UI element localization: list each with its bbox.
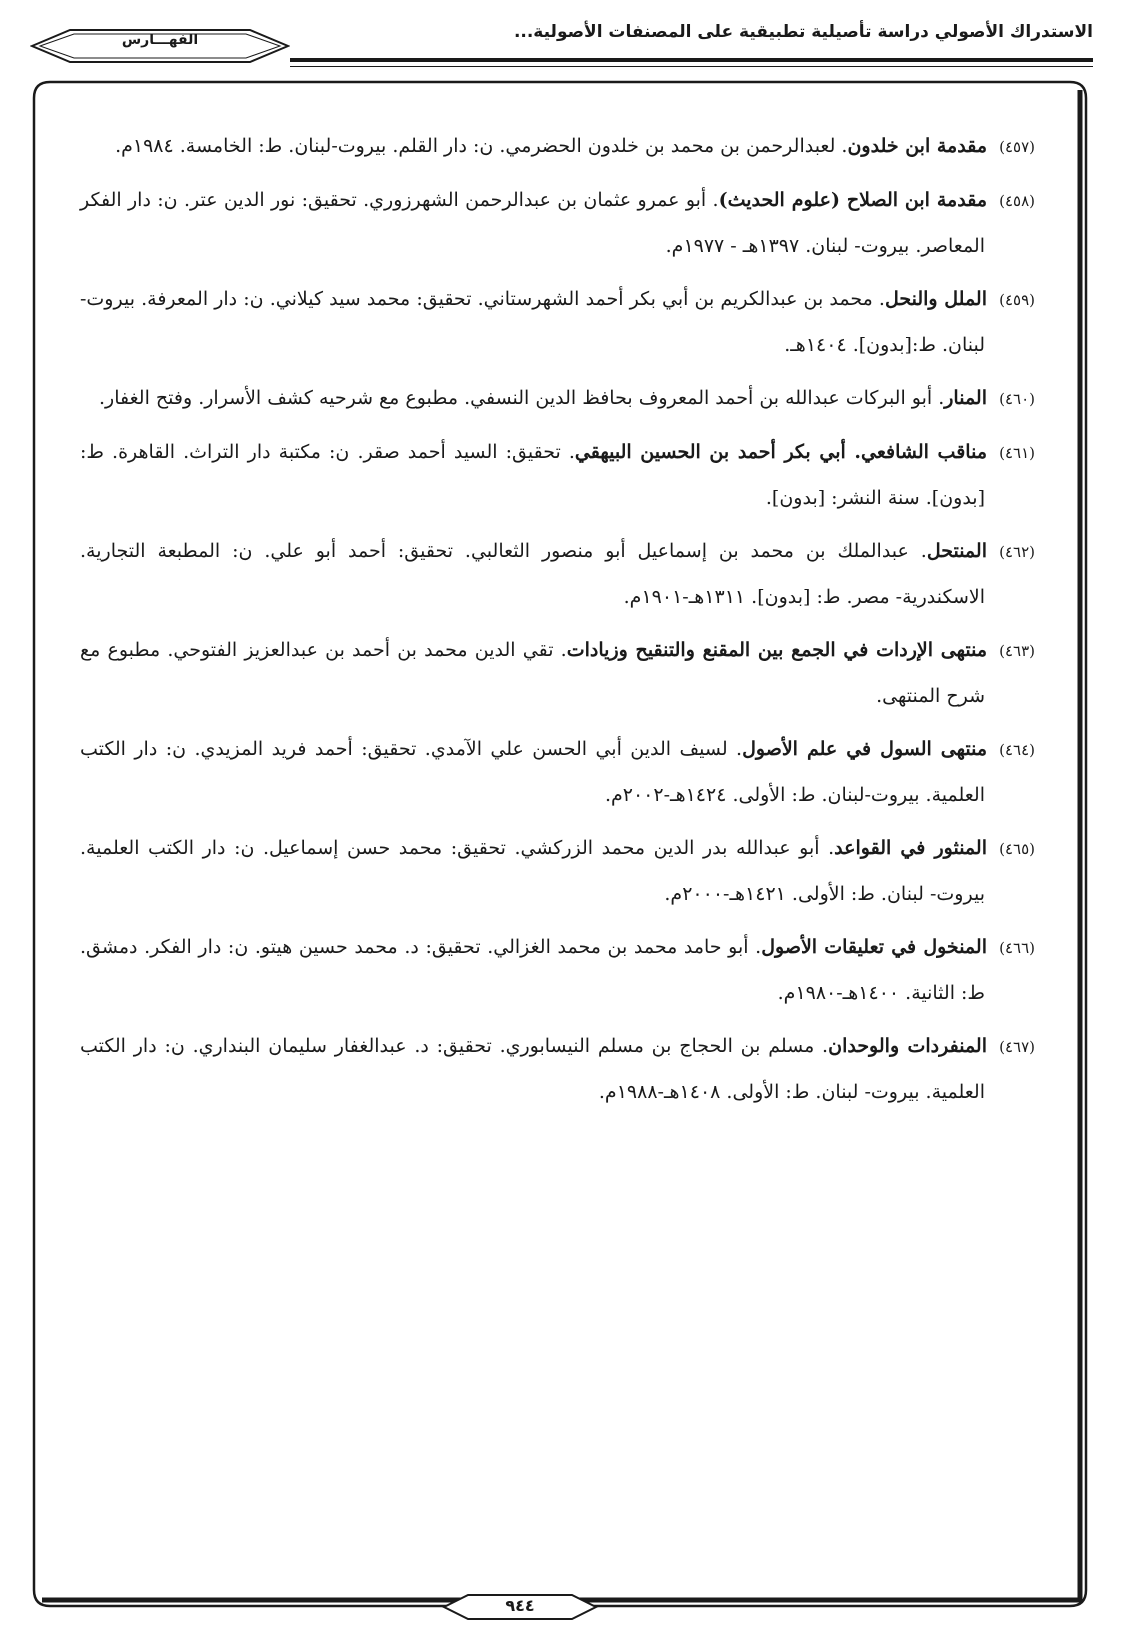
- entry-number: (٤٥٨): [999, 192, 1035, 210]
- entry-text: . محمد بن عبدالكريم بن أبي بكر أحمد الشهرستاني. تحقيق: محمد سيد كيلاني. ن: دار المعرفة. بيروت- لبنان. ط:[بدون]. ١٤٠٤هـ.: [80, 288, 985, 356]
- entry-title: المنخول في تعليقات الأصول: [761, 936, 987, 958]
- entry-text: . لعبدالرحمن بن محمد بن خلدون الحضرمي. ن: دار القلم. بيروت-لبنان. ط: الخامسة. ١٩٨٤م.: [115, 135, 848, 157]
- bibliography-entry: [80, 1024, 1035, 1115]
- entry-text: . أبو البركات عبدالله بن أحمد المعروف بحافظ الدين النسفي. مطبوع مع شرحيه كشف الأسرار. وفتح الغفار.: [99, 387, 945, 409]
- bibliography-entry: [80, 727, 1035, 818]
- bibliography-entry: [80, 277, 1035, 368]
- bibliography-entry: [80, 529, 1035, 620]
- entry-number: (٤٦٠): [999, 390, 1035, 408]
- header-rule: [290, 58, 1093, 62]
- entry-text: . لسيف الدين أبي الحسن علي الآمدي. تحقيق: أحمد فريد المزيدي. ن: دار الكتب العلمية. بيروت-لبنان. ط: الأولى. ١٤٢٤هـ-٢٠٠٢م.: [80, 738, 985, 806]
- entry-title: مناقب الشافعي. أبي بكر أحمد بن الحسين البيهقي: [574, 441, 987, 463]
- entry-title: مقدمة ابن الصلاح (علوم الحديث): [718, 189, 987, 211]
- entry-text: . عبدالملك بن محمد بن إسماعيل أبو منصور الثعالبي. تحقيق: أحمد أبو علي. ن: المطبعة التجارية. الاسكندرية- مصر. ط: [بدون]. ١٣١١هـ-١٩٠١م.: [80, 540, 985, 608]
- bibliography-entry: [80, 826, 1035, 917]
- entry-number: (٤٦١): [999, 444, 1035, 462]
- bibliography-entry: [80, 376, 1035, 422]
- entry-number: (٤٦٧): [999, 1038, 1035, 1056]
- entry-title: مقدمة ابن خلدون: [847, 135, 987, 157]
- entry-text: . مسلم بن الحجاج بن مسلم النيسابوري. تحقيق: د. عبدالغفار سليمان البنداري. ن: دار الكتب العلمية. بيروت- لبنان. ط: الأولى. ١٤٠٨هـ-١٩٨٨م.: [80, 1035, 985, 1103]
- entry-number: (٤٥٧): [999, 138, 1035, 156]
- entry-number: (٤٥٩): [999, 291, 1035, 309]
- entry-text: . تحقيق: السيد أحمد صقر. ن: مكتبة دار التراث. القاهرة. ط: [بدون]. سنة النشر: [بدون].: [80, 441, 985, 509]
- entry-number: (٤٦٣): [999, 642, 1035, 660]
- bibliography-entry: [80, 430, 1035, 521]
- bibliography-entry: [80, 925, 1035, 1016]
- section-label: الفهـــارس: [121, 32, 199, 48]
- entry-text: . أبو عمرو عثمان بن عبدالرحمن الشهرزوري. تحقيق: نور الدين عتر. ن: دار الفكر المعاصر. بيروت- لبنان. ١٣٩٧هـ - ١٩٧٧م.: [80, 189, 985, 257]
- bibliography-entry: [80, 178, 1035, 269]
- entry-number: (٤٦٦): [999, 939, 1035, 957]
- entry-title: الملل والنحل: [884, 288, 987, 310]
- entry-title: منتهى السول في علم الأصول: [742, 738, 988, 760]
- header-rule-thin: [290, 66, 1093, 67]
- entry-number: (٤٦٢): [999, 543, 1035, 561]
- entry-title: المنار: [944, 387, 987, 409]
- entry-text: . تقي الدين محمد بن أحمد بن عبدالعزيز الفتوحي. مطبوع مع شرح المنتهى.: [80, 639, 985, 707]
- bibliography-list: [80, 124, 1035, 1123]
- entry-title: المنفردات والوحدان: [828, 1035, 987, 1057]
- entry-title: المنتحل: [926, 540, 987, 562]
- entry-text: . أبو حامد محمد بن محمد الغزالي. تحقيق: د. محمد حسين هيتو. ن: دار الفكر. دمشق. ط: الثانية. ١٤٠٠هـ-١٩٨٠م.: [80, 936, 985, 1004]
- entry-title: المنثور في القواعد: [834, 837, 987, 859]
- entry-number: (٤٦٤): [999, 741, 1036, 759]
- bibliography-entry: [80, 124, 1035, 170]
- running-header-title: الاستدراك الأصولي دراسة تأصيلية تطبيقية على المصنفات الأصولية...: [513, 22, 1093, 42]
- entry-number: (٤٦٥): [999, 840, 1035, 858]
- page-number: ٩٤٤: [505, 1596, 535, 1615]
- entry-text: . أبو عبدالله بدر الدين محمد الزركشي. تحقيق: محمد حسن إسماعيل. ن: دار الكتب العلمية. بيروت- لبنان. ط: الأولى. ١٤٢١هـ-٢٠٠٠م.: [80, 837, 985, 905]
- bibliography-entry: [80, 628, 1035, 719]
- entry-title: منتهى الإردات في الجمع بين المقنع والتنقيح وزيادات: [566, 639, 987, 661]
